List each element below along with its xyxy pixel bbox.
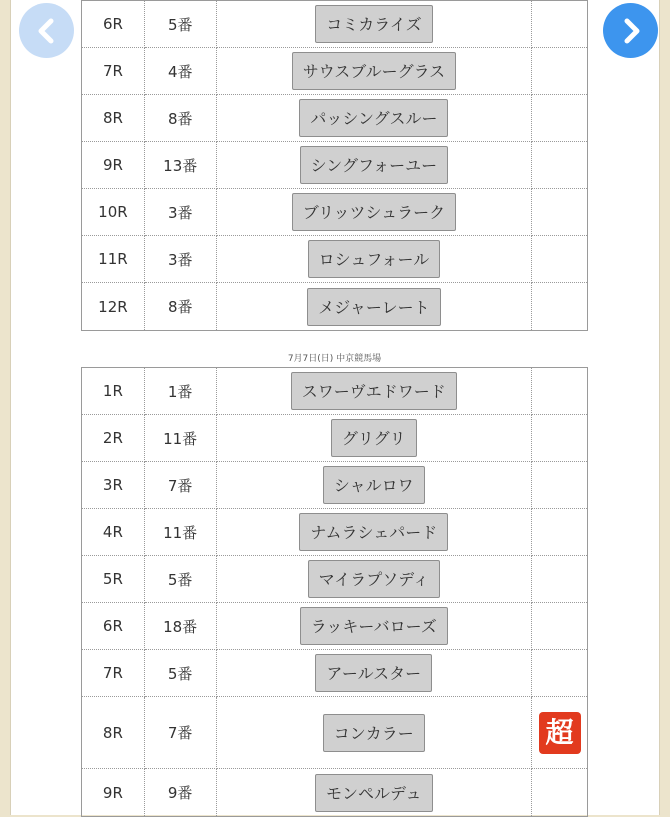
mark-cell xyxy=(532,509,587,556)
horse-number: 9番 xyxy=(145,769,217,816)
prev-button[interactable] xyxy=(19,3,74,58)
horse-name-button[interactable]: ロシュフォール xyxy=(308,240,441,278)
race-number: 8R xyxy=(82,95,145,142)
race-row xyxy=(82,48,587,95)
horse-cell xyxy=(217,650,533,697)
horse-cell xyxy=(217,1,533,48)
race-number: 9R xyxy=(82,142,145,189)
mark-cell xyxy=(532,697,587,769)
horse-cell xyxy=(217,509,533,556)
horse-name-button[interactable]: コンカラー xyxy=(323,714,425,752)
horse-number: 5番 xyxy=(145,1,217,48)
race-row xyxy=(82,368,587,415)
race-table-2 xyxy=(81,367,588,817)
horse-number: 11番 xyxy=(145,509,217,556)
date-venue-heading: 7月7日(日) 中京競馬場 xyxy=(287,354,382,364)
race-number: 10R xyxy=(82,189,145,236)
horse-name-button[interactable]: シングフォーユー xyxy=(300,146,448,184)
horse-name-button[interactable]: モンペルデュ xyxy=(315,774,433,812)
race-number: 7R xyxy=(82,48,145,95)
mark-cell xyxy=(532,1,587,48)
mark-cell xyxy=(532,556,587,603)
race-number: 1R xyxy=(82,368,145,415)
mark-cell xyxy=(532,368,587,415)
horse-cell xyxy=(217,415,533,462)
race-number: 4R xyxy=(82,509,145,556)
horse-number: 13番 xyxy=(145,142,217,189)
race-row xyxy=(82,189,587,236)
horse-number: 1番 xyxy=(145,368,217,415)
horse-name-button[interactable]: マイラプソディ xyxy=(308,560,440,598)
horse-name-button[interactable]: アールスター xyxy=(315,654,432,692)
horse-cell xyxy=(217,283,533,330)
race-number: 6R xyxy=(82,1,145,48)
horse-cell xyxy=(217,142,533,189)
horse-cell xyxy=(217,189,533,236)
mark-cell xyxy=(532,650,587,697)
race-number: 12R xyxy=(82,283,145,330)
horse-number: 7番 xyxy=(145,462,217,509)
horse-cell xyxy=(217,769,533,816)
race-table-1 xyxy=(81,0,588,331)
horse-number: 7番 xyxy=(145,697,217,769)
race-number: 2R xyxy=(82,415,145,462)
horse-number: 4番 xyxy=(145,48,217,95)
mark-cell xyxy=(532,415,587,462)
chevron-right-icon xyxy=(616,16,646,46)
race-row xyxy=(82,603,587,650)
horse-cell xyxy=(217,697,533,769)
race-row xyxy=(82,556,587,603)
horse-cell xyxy=(217,462,533,509)
horse-number: 5番 xyxy=(145,650,217,697)
mark-cell xyxy=(532,462,587,509)
horse-name-button[interactable]: ラッキーバローズ xyxy=(300,607,448,645)
race-row xyxy=(82,95,587,142)
race-number: 8R xyxy=(82,697,145,769)
super-stamp-icon: 超 xyxy=(539,712,581,754)
race-row xyxy=(82,1,587,48)
mark-cell xyxy=(532,189,587,236)
horse-number: 11番 xyxy=(145,415,217,462)
horse-number: 8番 xyxy=(145,95,217,142)
race-row xyxy=(82,697,587,769)
race-row xyxy=(82,415,587,462)
race-row xyxy=(82,462,587,509)
chevron-left-icon xyxy=(32,16,62,46)
horse-name-button[interactable]: コミカライズ xyxy=(315,5,432,43)
horse-cell xyxy=(217,48,533,95)
race-number: 6R xyxy=(82,603,145,650)
race-row xyxy=(82,650,587,697)
mark-cell xyxy=(532,283,587,330)
horse-name-button[interactable]: スワーヴエドワード xyxy=(291,372,457,410)
horse-cell xyxy=(217,95,533,142)
mark-cell xyxy=(532,236,587,283)
horse-number: 3番 xyxy=(145,189,217,236)
horse-name-button[interactable]: グリグリ xyxy=(331,419,417,457)
mark-cell xyxy=(532,142,587,189)
race-row xyxy=(82,142,587,189)
mark-cell xyxy=(532,603,587,650)
horse-name-button[interactable]: パッシングスルー xyxy=(299,99,448,137)
race-row xyxy=(82,769,587,816)
race-number: 11R xyxy=(82,236,145,283)
horse-number: 3番 xyxy=(145,236,217,283)
race-number: 3R xyxy=(82,462,145,509)
horse-number: 18番 xyxy=(145,603,217,650)
next-button[interactable] xyxy=(603,3,658,58)
horse-cell xyxy=(217,236,533,283)
race-number: 7R xyxy=(82,650,145,697)
horse-number: 5番 xyxy=(145,556,217,603)
horse-name-button[interactable]: メジャーレート xyxy=(307,288,440,326)
mark-cell xyxy=(532,48,587,95)
horse-cell xyxy=(217,556,533,603)
race-number: 5R xyxy=(82,556,145,603)
race-row xyxy=(82,236,587,283)
mark-cell xyxy=(532,769,587,816)
race-row xyxy=(82,283,587,330)
horse-number: 8番 xyxy=(145,283,217,330)
mark-cell xyxy=(532,95,587,142)
horse-cell xyxy=(217,368,533,415)
horse-name-button[interactable]: サウスブルーグラス xyxy=(292,52,456,90)
race-number: 9R xyxy=(82,769,145,816)
horse-name-button[interactable]: シャルロワ xyxy=(323,466,425,504)
race-row xyxy=(82,509,587,556)
horse-name-button[interactable]: ナムラシェパード xyxy=(299,513,448,551)
horse-cell xyxy=(217,603,533,650)
horse-name-button[interactable]: ブリッツシュラーク xyxy=(292,193,456,231)
